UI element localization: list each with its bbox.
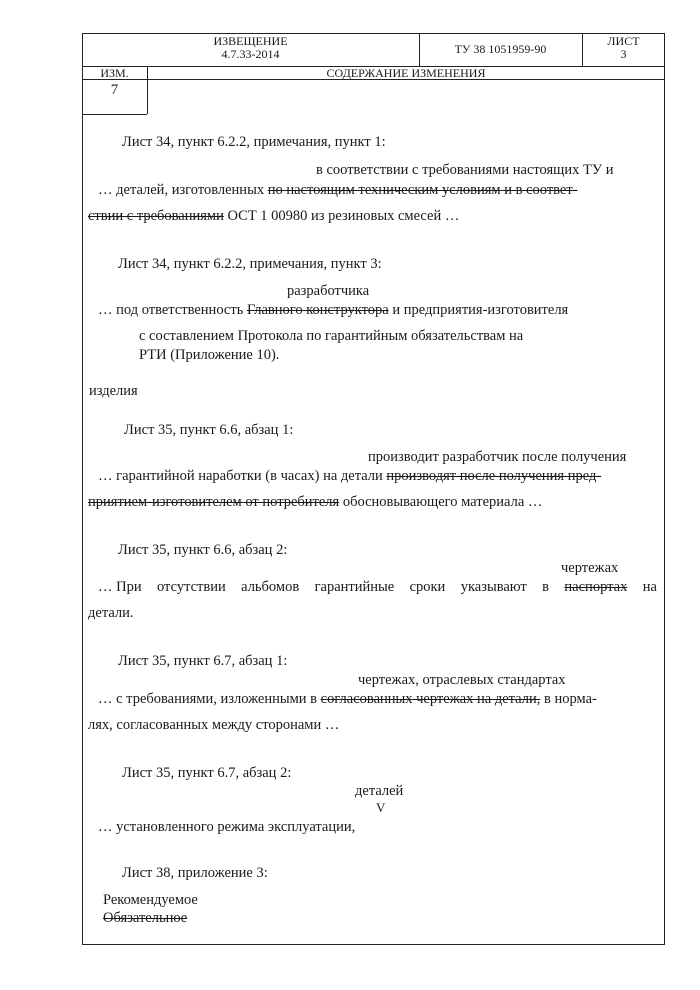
block6-line1-text: … установленного режима эксплуатации <box>98 819 352 835</box>
notice-title <box>82 35 419 61</box>
block1-heading: Лист 34, пункт 6.2.2, примечания, пункт 1: <box>122 134 386 150</box>
block5-heading: Лист 35, пункт 6.7, абзац 1: <box>118 653 288 669</box>
sheet-label: ЛИСТ <box>607 34 640 48</box>
block4-word5: сроки <box>409 579 446 595</box>
notice-number: 4.7.33-2014 <box>221 47 280 61</box>
block1-line2-text: ОСТ 1 00980 из резиновых смесей … <box>227 208 460 224</box>
spec-number: ТУ 38 1051959-90 <box>454 42 547 56</box>
block4-word3: альбомов <box>241 579 300 595</box>
block5-line2: лях, согласованных между сторонами … <box>88 717 340 733</box>
block4-word4: гарантийные <box>314 579 395 595</box>
block3-insert: производит разработчик после получения <box>368 449 627 465</box>
block1-line1 <box>98 181 578 199</box>
block2-line1-struck: Главного конструктора <box>246 302 389 318</box>
block3-heading: Лист 35, пункт 6.6, абзац 1: <box>124 422 294 438</box>
block4-word1: … При <box>98 579 142 595</box>
block1-insert: в соответствии с требованиями настоящих ТУ и <box>316 162 614 178</box>
block1-line2 <box>88 207 459 225</box>
block7-old-struck: Обязательное <box>103 910 188 926</box>
block3-line2 <box>88 493 542 511</box>
change-number-bottom-line <box>82 114 147 115</box>
block2-line3: РТИ (Приложение 10). <box>139 347 280 363</box>
block6-caret: V <box>376 800 386 815</box>
block3-line2-text: обосновывающего материала … <box>342 494 543 510</box>
block2-line2: с составлением Протокола по гарантийным обязательствам на <box>139 328 524 344</box>
block3-line2-struck: приятием-изготовителем от потребителя <box>88 494 340 510</box>
block3-margin-insert: изделия <box>89 383 138 399</box>
block4-line1 <box>98 578 657 596</box>
block6-line1 <box>98 818 355 836</box>
block3-line1 <box>98 467 601 485</box>
block6-heading: Лист 35, пункт 6.7, абзац 2: <box>122 765 292 781</box>
block5-insert: чертежах, отраслевых стандартах <box>358 672 566 688</box>
sheet-cell <box>582 35 665 61</box>
notice-title-line1: ИЗВЕЩЕНИЕ <box>213 34 288 48</box>
block4-insert: чертежах <box>561 560 619 576</box>
block6-insert: деталей <box>355 783 404 799</box>
block5-line1-text: … с требованиями, изложенными в <box>98 691 318 707</box>
block1-line1-struck: по настоящим техническим условиям и в соответ- <box>267 182 578 198</box>
sheet-number: 3 <box>620 47 627 61</box>
block1-line2-struck: ствии с требованиями <box>88 208 224 224</box>
block3-line1-struck: производят после получения пред- <box>386 468 602 484</box>
block2-line1-text: … под ответственность <box>98 302 244 318</box>
change-label: ИЗМ. <box>100 66 129 80</box>
block5-line1-after: в норма- <box>543 691 597 707</box>
block4-word8-struck: паспортах <box>564 579 628 595</box>
block5-line1 <box>98 690 597 708</box>
block2-insert: разработчика <box>287 283 370 299</box>
block1-line1-text: … деталей, изготовленных <box>98 182 265 198</box>
block2-line1-after: и предприятия-изготовителя <box>392 302 569 318</box>
block2-line1 <box>98 301 568 319</box>
block7-new-text: Рекомендуемое <box>103 892 198 908</box>
content-label: СОДЕРЖАНИЕ ИЗМЕНЕНИЯ <box>326 66 486 80</box>
block4-heading: Лист 35, пункт 6.6, абзац 2: <box>118 542 288 558</box>
block4-word6: указывают <box>460 579 527 595</box>
block4-word7: в <box>542 579 550 595</box>
block4-word9: на <box>642 579 657 595</box>
block5-line1-struck: согласованных чертежах на детали, <box>320 691 541 707</box>
block4-line2: детали. <box>88 605 134 621</box>
block3-line1-text: … гарантийной наработки (в часах) на детали <box>98 468 383 484</box>
block7-heading: Лист 38, приложение 3: <box>122 865 268 881</box>
change-number: 7 <box>110 82 119 98</box>
block6-mark: , <box>351 819 356 835</box>
block4-word2: отсутствии <box>157 579 226 595</box>
block2-heading: Лист 34, пункт 6.2.2, примечания, пункт 3: <box>118 256 382 272</box>
